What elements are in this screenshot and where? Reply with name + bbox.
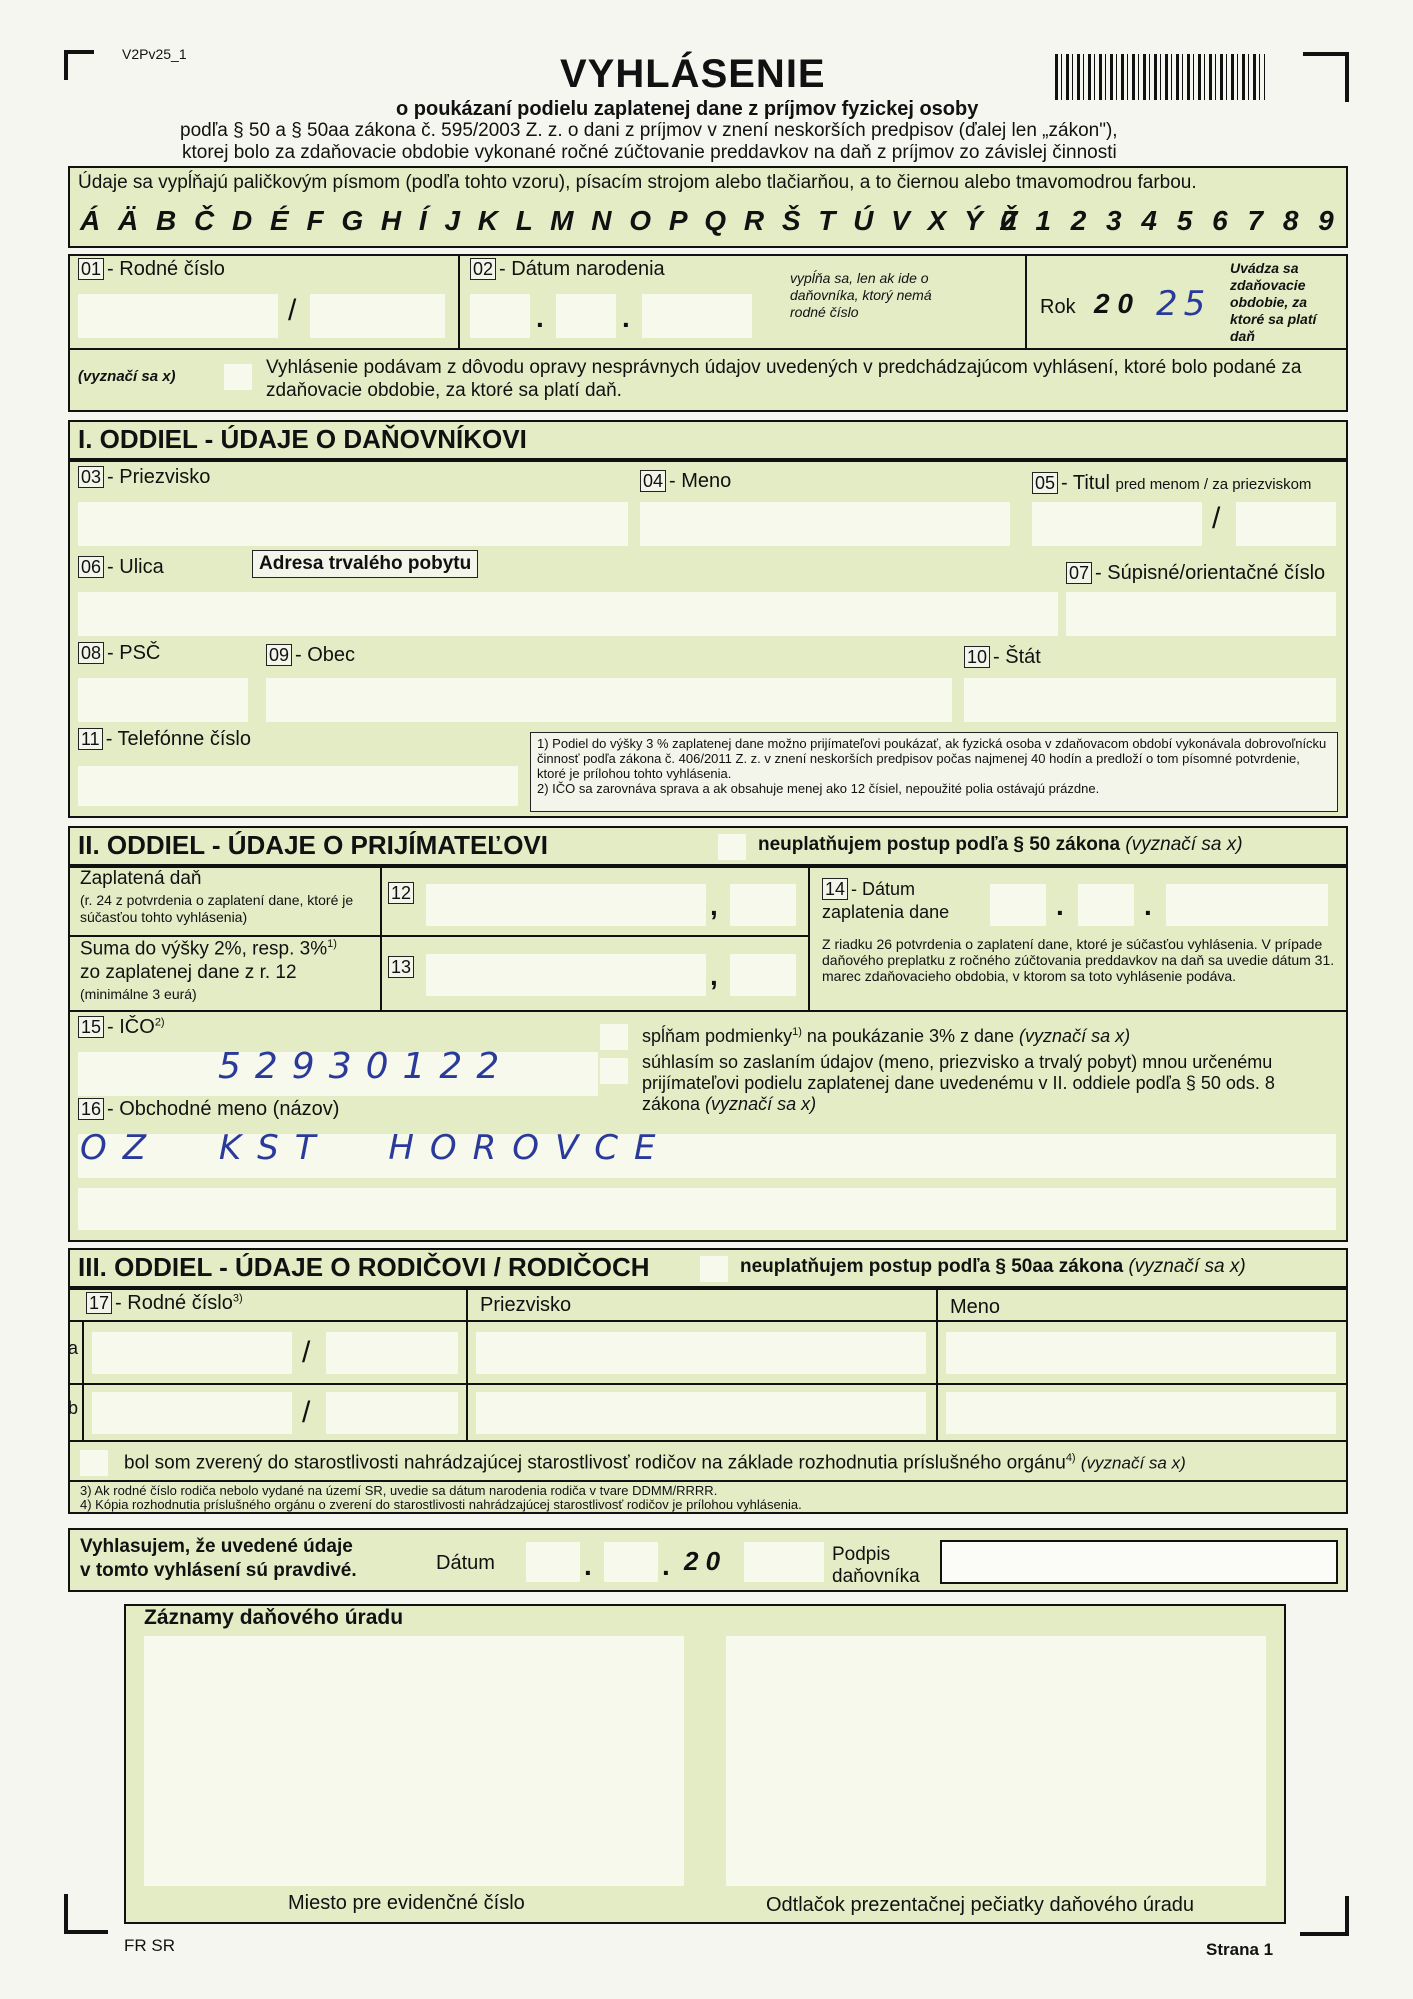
divider (68, 935, 808, 937)
divider (458, 254, 460, 350)
field-13-label: Suma do výšky 2%, resp. 3%$^{1)}$ (80, 938, 337, 960)
corner-mark-bottom-left (64, 1894, 68, 1934)
divider (68, 1010, 1348, 1012)
field-07-label: 07 - Súpisné/orientačné číslo (1066, 562, 1325, 585)
birth-date-day[interactable] (470, 294, 530, 338)
amount-input-decimal[interactable] (730, 954, 796, 996)
divider (1025, 254, 1027, 350)
column-name: Meno (950, 1296, 1001, 1318)
corner-mark-top-right (1345, 52, 1349, 102)
field-13-note: (minimálne 3 eurá) (80, 986, 197, 1002)
header-line-2: ktorej bolo za zdaňovacie obdobie vykonané ročné zúčtovanie preddavkov na daň z príjmov zo závislej činnosti (182, 142, 1117, 163)
correction-mark-hint: (vyznačí sa x) (78, 368, 176, 385)
separator: / (302, 1396, 311, 1429)
registration-number-area (144, 1636, 684, 1886)
field-05-label: 05 - Titul pred menom / za priezviskom (1032, 472, 1311, 495)
parent-a-surname-input[interactable] (476, 1332, 926, 1374)
signature-label-2: daňovníka (832, 1566, 920, 1587)
country-input[interactable] (964, 678, 1336, 722)
separator: / (1212, 502, 1221, 535)
field-06-label: 06 - Ulica (78, 556, 164, 579)
note-1: 1) Podiel do výšky 3 % zaplatenej dane možno prijímateľovi poukázať, ak fyzická osoba v zdaňovacom období vykonávala dobrovoľnícku činnosť podľa zákona č. 406/2011 Z. z. v znení neskorších predpisov počas najmenej 40 hodín a predloží o tom písomné potvrdenie, ktoré je prílohou tohto vyhlásenia. (537, 736, 1327, 781)
sample-letters: Á Ä B Č D É F G H Í J K L M N O P Q R Š T Ú V X Ý Ž (80, 205, 1022, 236)
signature-field[interactable] (940, 1540, 1338, 1584)
note-2: 2) IČO sa zarovnáva sprava a ak obsahuje menej ako 12 čísiel, nepoužité polia ostávajú prázdne. (537, 781, 1100, 796)
parent-a-name-input[interactable] (946, 1332, 1336, 1374)
office-records-title: Záznamy daňového úradu (144, 1606, 404, 1629)
divider (808, 866, 810, 1010)
paid-tax-input-decimal[interactable] (730, 884, 796, 926)
year-handwritten: 25 (1156, 284, 1212, 324)
organization-name-input-line-2[interactable] (78, 1188, 1336, 1230)
notes-box (530, 732, 1338, 812)
header-line-1: podľa § 50 a § 50aa zákona č. 595/2003 Z. z. o dani z príjmov v znení neskorších predpisov (ďalej len „zákon"), (180, 120, 1118, 141)
field-13-number: 13 (388, 956, 417, 978)
condition-1-text: spĺňam podmienky$^{1)}$ na poukázanie 3% z dane (vyznačí sa x) (642, 1026, 1131, 1046)
field-03-label: 03 - Priezvisko (78, 466, 210, 489)
field-12-note: (r. 24 z potvrdenia o zaplatení dane, ktoré je súčasťou tohto vyhlásenia) (80, 892, 354, 925)
house-number-input[interactable] (1066, 592, 1336, 636)
custody-text: bol som zverený do starostlivosti nahrádzajúcej starostlivosť rodičov na základe rozhodnutia príslušného orgánu$^{4)}$ (vyznačí sa x) (124, 1452, 1186, 1474)
divider (380, 866, 382, 1010)
column-surname: Priezvisko (480, 1294, 572, 1316)
section-1-title: I. ODDIEL - ÚDAJE O DAŇOVNÍKOVI (78, 424, 527, 454)
divider (466, 1288, 468, 1440)
correction-text: Vyhlásenie podávam z dôvodu opravy nesprávnych údajov uvedených v predchádzajúcom vyhlásení, ktoré bolo podané za zdaňovacie obdobie, za ktoré sa platí daň. (266, 357, 1302, 401)
title-before-input[interactable] (1032, 502, 1202, 546)
field-09-label: 09 - Obec (266, 644, 355, 667)
birth-number-input-part1[interactable] (78, 294, 278, 338)
condition-2-checkbox[interactable] (600, 1058, 628, 1084)
separator: , (710, 890, 718, 921)
year-note: Uvádza sa zdaňovacie obdobie, za ktoré sa platí daň (1230, 260, 1317, 344)
form-code: V2Pv25_1 (122, 46, 187, 62)
page-number: Strana 1 (1206, 1940, 1274, 1959)
parent-a-birth-number-part1[interactable] (92, 1332, 292, 1374)
office-stamp-area (726, 1636, 1266, 1886)
corner-mark-top-left (64, 50, 68, 80)
divider (936, 1288, 938, 1440)
field-10-label: 10 - Štát (964, 646, 1041, 669)
birth-date-month[interactable] (556, 294, 616, 338)
form-title: VYHLÁSENIE (560, 52, 826, 96)
declaration-date-year[interactable] (744, 1542, 824, 1582)
ico-value: 52930122 (218, 1046, 514, 1087)
parent-b-surname-input[interactable] (476, 1392, 926, 1434)
separator: . (536, 302, 544, 333)
row-b-label: b (68, 1398, 79, 1418)
section-3-opt-out-checkbox[interactable] (700, 1256, 728, 1282)
payment-date-day[interactable] (990, 884, 1046, 926)
declaration-text-2: v tomto vyhlásení sú pravdivé. (80, 1560, 357, 1581)
field-12-label: Zaplatená daň (80, 868, 202, 889)
corner-mark-top-left (64, 50, 94, 54)
row-a-label: a (68, 1338, 79, 1358)
separator: . (584, 1550, 592, 1581)
section-3-opt-out-text: neuplatňujem postup podľa § 50aa zákona (vyznačí sa x) (740, 1256, 1246, 1277)
section-2-opt-out-checkbox[interactable] (718, 834, 746, 860)
parent-b-name-input[interactable] (946, 1392, 1336, 1434)
separator: . (662, 1550, 670, 1581)
divider (68, 1440, 1348, 1442)
parent-a-birth-number-part2[interactable] (326, 1332, 458, 1374)
separator: . (622, 302, 630, 333)
address-title: Adresa trvalého pobytu (252, 550, 478, 578)
divider (68, 1480, 1348, 1482)
declaration-year-prefix: 2 0 (684, 1546, 721, 1576)
title-after-input[interactable] (1236, 502, 1336, 546)
separator: . (1144, 890, 1152, 921)
sample-digits: 0 1 2 3 4 5 6 7 8 9 (1000, 205, 1338, 236)
form-subtitle: o poukázaní podielu zaplatenej dane z príjmov fyzickej osoby (396, 98, 979, 120)
separator: / (288, 294, 297, 327)
city-input[interactable] (266, 678, 952, 722)
field-15-label: 15 - IČO$^{2)}$ (78, 1016, 165, 1039)
field-01-label: 01 - Rodné číslo (78, 258, 225, 281)
separator: / (302, 1336, 311, 1369)
field-14-label-2: zaplatenia dane (822, 902, 950, 922)
birth-date-year[interactable] (642, 294, 752, 338)
organization-name-value: OZ KST HOROVCE (80, 1128, 672, 1168)
street-input[interactable] (78, 592, 1058, 636)
payment-date-year[interactable] (1166, 884, 1328, 926)
parent-b-birth-number-part1[interactable] (92, 1392, 292, 1434)
field-11-label: 11 - Telefónne číslo (78, 728, 251, 751)
year-label: Rok (1040, 296, 1076, 318)
condition-1-checkbox[interactable] (600, 1024, 628, 1050)
field-12-number: 12 (388, 882, 417, 904)
corner-mark-bottom-left (64, 1930, 108, 1934)
year-printed: 2 0 (1094, 288, 1133, 319)
section-3-title: III. ODDIEL - ÚDAJE O RODIČOVI / RODIČOCH (78, 1252, 650, 1282)
footer-left: FR SR (124, 1936, 175, 1955)
corner-mark-bottom-right (1300, 1932, 1349, 1936)
divider (82, 1320, 84, 1440)
payment-date-month[interactable] (1078, 884, 1134, 926)
note-3: 3) Ak rodné číslo rodiča nebolo vydané na území SR, uvedie sa dátum narodenia rodiča v tvare DDMM/RRRR. (80, 1483, 718, 1498)
section-2-opt-out-text: neuplatňujem postup podľa § 50 zákona (vyznačí sa x) (758, 834, 1243, 855)
divider (68, 1383, 1348, 1385)
corner-mark-top-right (1303, 52, 1349, 56)
condition-2-text: súhlasím so zaslaním údajov (meno, priezvisko a trvalý pobyt) mnou určenému prijímateľovi podielu zaplatenej dane uvedenému v II. oddiele podľa § 50 ods. 8 zákona (vyznačí sa x) (642, 1052, 1275, 1114)
corner-mark-bottom-right (1345, 1896, 1349, 1936)
postal-code-input[interactable] (78, 678, 248, 722)
amount-input-integer[interactable] (426, 954, 706, 996)
field-16-label: 16 - Obchodné meno (názov) (78, 1098, 339, 1121)
divider (68, 348, 1348, 350)
divider (68, 1320, 1348, 1322)
registration-number-caption: Miesto pre evidenčné číslo (288, 1892, 525, 1914)
phone-input[interactable] (78, 766, 518, 806)
instructions-text: Údaje sa vypĺňajú paličkovým písmom (podľa tohto vzoru), písacím strojom alebo tlačiarňou, a to čiernou alebo tmavomodrou farbou. (78, 172, 1197, 193)
field-02-note: vypĺňa sa, len ak ide o daňovníka, ktorý nemá rodné číslo (790, 270, 932, 320)
field-04-label: 04 - Meno (640, 470, 731, 493)
declaration-text-1: Vyhlasujem, že uvedené údaje (80, 1536, 353, 1557)
declaration-date-day[interactable] (526, 1542, 580, 1582)
office-stamp-caption: Odtlačok prezentačnej pečiatky daňového úradu (766, 1894, 1195, 1916)
field-02-label: 02 - Dátum narodenia (470, 258, 665, 281)
field-17-label: 17 - Rodné číslo$^{3)}$ (86, 1292, 243, 1315)
parent-b-birth-number-part2[interactable] (326, 1392, 458, 1434)
separator: , (710, 960, 718, 991)
declaration-date-month[interactable] (604, 1542, 658, 1582)
separator: . (1056, 890, 1064, 921)
section-2-title: II. ODDIEL - ÚDAJE O PRIJÍMATEĽOVI (78, 830, 548, 860)
correction-checkbox[interactable] (224, 364, 252, 390)
field-08-label: 08 - PSČ (78, 642, 160, 665)
field-14-label: 14 - Dátum (822, 878, 915, 900)
field-13-label-2: zo zaplatenej dane z r. 12 (80, 962, 297, 983)
birth-number-input-part2[interactable] (310, 294, 445, 338)
surname-input[interactable] (78, 502, 628, 546)
paid-tax-input-integer[interactable] (426, 884, 706, 926)
signature-label-1: Podpis (832, 1544, 891, 1565)
custody-checkbox[interactable] (80, 1450, 108, 1476)
barcode (1055, 54, 1265, 100)
first-name-input[interactable] (640, 502, 1010, 546)
note-4: 4) Kópia rozhodnutia príslušného orgánu o zverení do starostlivosti nahrádzajúcej starostlivosť rodičov je prílohou vyhlásenia. (80, 1497, 802, 1512)
date-label: Dátum (436, 1552, 495, 1574)
field-14-note: Z riadku 26 potvrdenia o zaplatení dane, ktoré je súčasťou vyhlásenia. V prípade daňového preplatku z ročného zúčtovania preddavkov na daň sa uvedie dátum 31. marec zdaňovacieho obdobia, v ktorom sa toto vyhlásenie podáva. (822, 936, 1335, 984)
